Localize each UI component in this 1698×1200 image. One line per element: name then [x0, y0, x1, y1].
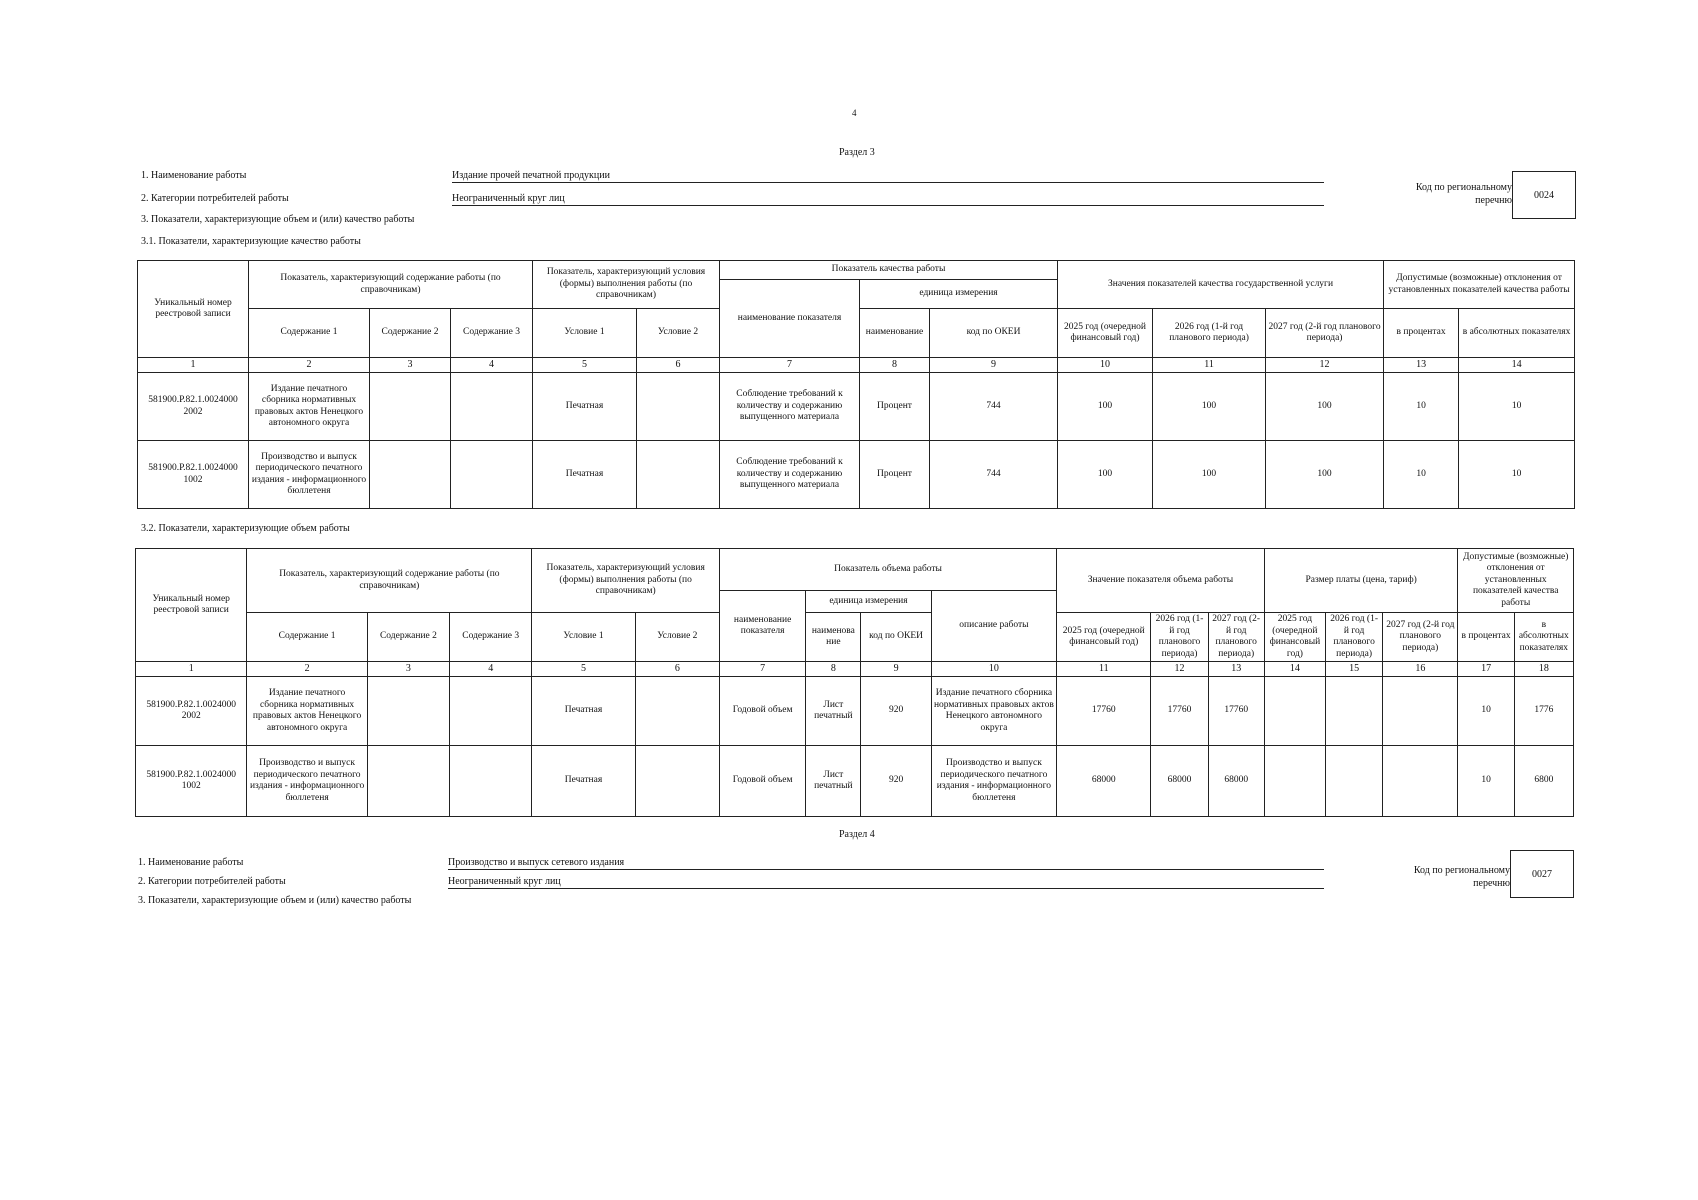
consumers-label: 2. Категории потребителей работы: [141, 193, 289, 204]
volume-indicators-label: 3.2. Показатели, характеризующие объем работы: [141, 523, 350, 534]
column-number: 2: [247, 662, 367, 677]
fee-2025: [1264, 677, 1325, 746]
registry-number: 581900.Р.82.1.0024000 2002: [138, 373, 249, 441]
column-number: 3: [370, 358, 451, 373]
volume-2026: 68000: [1151, 746, 1208, 817]
deviation-absolute: 1776: [1514, 677, 1573, 746]
column-number: 6: [637, 358, 720, 373]
indicators-label: 3. Показатели, характеризующие объем и (или) качество работы: [141, 214, 415, 225]
column-numbers-row: [138, 358, 1575, 373]
column-number: 6: [635, 662, 719, 677]
header-unit-name: наименова ние: [806, 613, 861, 662]
indicator-name-value: Соблюдение требований к количеству и содержанию выпущенного материала: [720, 441, 860, 509]
column-number: 10: [1058, 358, 1153, 373]
header-volume-2025: 2025 год (очередной финансовый год): [1057, 613, 1151, 662]
deviation-percent: 10: [1458, 677, 1514, 746]
column-number: 8: [806, 662, 861, 677]
header-volume-2026: 2026 год (1-й год планового периода): [1151, 613, 1208, 662]
condition-2-value: [635, 746, 719, 817]
header-content-2: Содержание 2: [370, 309, 451, 358]
header-unit-name: наименование: [860, 309, 930, 358]
work-description-value: Производство и выпуск периодического печатного издания - информационного бюллетеня: [931, 746, 1056, 817]
content-3-value: [451, 441, 533, 509]
header-fee-2025: 2025 год (очередной финансовый год): [1264, 613, 1325, 662]
deviation-absolute: 6800: [1514, 746, 1573, 817]
value-2025: 100: [1058, 441, 1153, 509]
section-4-title: Раздел 4: [839, 829, 875, 840]
header-unique-number: Уникальный номер реестровой записи: [136, 549, 247, 662]
column-number: 14: [1264, 662, 1325, 677]
consumers-underline: [448, 888, 1324, 889]
column-number: 14: [1459, 358, 1575, 373]
okei-code-value: 920: [861, 746, 931, 817]
condition-2-value: [635, 677, 719, 746]
okei-code-value: 744: [930, 441, 1058, 509]
column-number: 3: [367, 662, 449, 677]
header-content-2: Содержание 2: [367, 613, 449, 662]
header-condition-1: Условие 1: [533, 309, 637, 358]
deviation-percent: 10: [1384, 373, 1459, 441]
header-quality-indicator: Показатель качества работы: [720, 261, 1058, 280]
fee-2027: [1383, 746, 1458, 817]
header-work-description: описание работы: [931, 591, 1056, 662]
header-condition-2: Условие 2: [635, 613, 719, 662]
column-number: 11: [1057, 662, 1151, 677]
work-description-value: Издание печатного сборника нормативных правовых актов Ненецкого автономного округа: [931, 677, 1056, 746]
consumers-label: 2. Категории потребителей работы: [138, 876, 286, 887]
column-number: 1: [136, 662, 247, 677]
column-number: 13: [1384, 358, 1459, 373]
column-number: 1: [138, 358, 249, 373]
column-number: 9: [930, 358, 1058, 373]
header-fee: Размер платы (цена, тариф): [1264, 549, 1458, 613]
header-volume-values: Значение показателя объема работы: [1057, 549, 1265, 613]
regional-code-label: Код по региональному перечню: [1413, 865, 1510, 889]
consumers-value: Неограниченный круг лиц: [448, 876, 561, 887]
deviation-percent: 10: [1458, 746, 1514, 817]
work-name-value: Производство и выпуск сетевого издания: [448, 857, 625, 868]
work-name-value: Издание прочей печатной продукции: [452, 170, 610, 181]
header-percent: в процентах: [1384, 309, 1459, 358]
column-number: 18: [1514, 662, 1573, 677]
header-content-3: Содержание 3: [451, 309, 533, 358]
unit-name-value: Лист печатный: [806, 746, 861, 817]
value-2026: 100: [1153, 441, 1266, 509]
header-unit: единица измерения: [860, 280, 1058, 309]
header-unit: единица измерения: [806, 591, 931, 613]
work-name-label: 1. Наименование работы: [141, 170, 247, 181]
header-condition-1: Условие 1: [532, 613, 635, 662]
condition-2-value: [637, 441, 720, 509]
table-row: [138, 373, 1575, 441]
header-indicator-name: наименование показателя: [720, 280, 860, 358]
column-number: 7: [719, 662, 805, 677]
deviation-absolute: 10: [1459, 373, 1575, 441]
header-year-2027: 2027 год (2-й год планового периода): [1266, 309, 1384, 358]
column-number: 2: [249, 358, 370, 373]
deviation-absolute: 10: [1459, 441, 1575, 509]
unit-name-value: Лист печатный: [806, 677, 861, 746]
column-number: 10: [931, 662, 1056, 677]
header-absolute: в абсолютных показателях: [1514, 613, 1573, 662]
value-2026: 100: [1153, 373, 1266, 441]
header-content-3: Содержание 3: [450, 613, 532, 662]
deviation-percent: 10: [1384, 441, 1459, 509]
header-conditions-indicator: Показатель, характеризующий условия (формы) выполнения работы (по справочникам): [533, 261, 720, 309]
volume-2027: 17760: [1208, 677, 1264, 746]
content-2-value: [370, 441, 451, 509]
condition-1-value: Печатная: [533, 373, 637, 441]
fee-2026: [1326, 746, 1383, 817]
condition-2-value: [637, 373, 720, 441]
work-name-underline: [452, 182, 1324, 183]
header-content-1: Содержание 1: [247, 613, 367, 662]
registry-number: 581900.Р.82.1.0024000 1002: [138, 441, 249, 509]
header-okei-code: код по ОКЕИ: [861, 613, 931, 662]
column-number: 5: [532, 662, 635, 677]
okei-code-value: 744: [930, 373, 1058, 441]
header-indicator-name: наименование показателя: [719, 591, 805, 662]
column-number: 5: [533, 358, 637, 373]
consumers-value: Неограниченный круг лиц: [452, 193, 565, 204]
column-number: 15: [1326, 662, 1383, 677]
content-1-value: Производство и выпуск периодического печатного издания - информационного бюллетеня: [247, 746, 367, 817]
unit-name-value: Процент: [860, 441, 930, 509]
column-number: 13: [1208, 662, 1264, 677]
content-3-value: [451, 373, 533, 441]
value-2027: 100: [1266, 373, 1384, 441]
column-number: 11: [1153, 358, 1266, 373]
indicator-name-value: Годовой объем: [719, 677, 805, 746]
column-number: 12: [1266, 358, 1384, 373]
content-3-value: [450, 677, 532, 746]
fee-2025: [1264, 746, 1325, 817]
regional-code-box: 0024: [1512, 171, 1576, 219]
header-year-2026: 2026 год (1-й год планового периода): [1153, 309, 1266, 358]
volume-2026: 17760: [1151, 677, 1208, 746]
column-number: 17: [1458, 662, 1514, 677]
header-absolute: в абсолютных показателях: [1459, 309, 1575, 358]
column-number: 12: [1151, 662, 1208, 677]
work-name-label: 1. Наименование работы: [138, 857, 244, 868]
header-content-1: Содержание 1: [249, 309, 370, 358]
column-numbers-row: [136, 662, 1574, 677]
quality-table: [137, 260, 1575, 509]
table-row: [136, 746, 1574, 817]
volume-table: [135, 548, 1574, 817]
consumers-underline: [452, 205, 1324, 206]
header-content-indicator: Показатель, характеризующий содержание работы (по справочникам): [247, 549, 532, 613]
quality-indicators-label: 3.1. Показатели, характеризующие качество работы: [141, 236, 361, 247]
header-deviations: Допустимые (возможные) отклонения от установленных показателей качества работы: [1458, 549, 1574, 613]
registry-number: 581900.Р.82.1.0024000 2002: [136, 677, 247, 746]
page-number: 4: [852, 108, 857, 118]
content-2-value: [367, 746, 449, 817]
content-2-value: [370, 373, 451, 441]
value-2027: 100: [1266, 441, 1384, 509]
header-unique-number: Уникальный номер реестровой записи: [138, 261, 249, 358]
column-number: 8: [860, 358, 930, 373]
content-1-value: Издание печатного сборника нормативных правовых актов Ненецкого автономного округа: [247, 677, 367, 746]
condition-1-value: Печатная: [532, 677, 635, 746]
header-okei-code: код по ОКЕИ: [930, 309, 1058, 358]
volume-2025: 68000: [1057, 746, 1151, 817]
content-1-value: Производство и выпуск периодического печатного издания - информационного бюллетеня: [249, 441, 370, 509]
column-number: 4: [450, 662, 532, 677]
content-3-value: [450, 746, 532, 817]
column-number: 9: [861, 662, 931, 677]
header-volume-indicator: Показатель объема работы: [719, 549, 1056, 591]
okei-code-value: 920: [861, 677, 931, 746]
indicator-name-value: Годовой объем: [719, 746, 805, 817]
value-2025: 100: [1058, 373, 1153, 441]
indicators-label: 3. Показатели, характеризующие объем и (или) качество работы: [138, 895, 412, 906]
indicator-name-value: Соблюдение требований к количеству и содержанию выпущенного материала: [720, 373, 860, 441]
header-volume-2027: 2027 год (2-й год планового периода): [1208, 613, 1264, 662]
column-number: 7: [720, 358, 860, 373]
regional-code-box: 0027: [1510, 850, 1574, 898]
condition-1-value: Печатная: [532, 746, 635, 817]
header-quality-values: Значения показателей качества государственной услуги: [1058, 261, 1384, 309]
content-2-value: [367, 677, 449, 746]
table-row: [136, 677, 1574, 746]
fee-2027: [1383, 677, 1458, 746]
regional-code-label: Код по региональному перечню: [1415, 182, 1512, 206]
header-conditions-indicator: Показатель, характеризующий условия (формы) выполнения работы (по справочникам): [532, 549, 720, 613]
header-deviations: Допустимые (возможные) отклонения от установленных показателей качества работы: [1384, 261, 1575, 309]
registry-number: 581900.Р.82.1.0024000 1002: [136, 746, 247, 817]
fee-2026: [1326, 677, 1383, 746]
header-content-indicator: Показатель, характеризующий содержание работы (по справочникам): [249, 261, 533, 309]
column-number: 16: [1383, 662, 1458, 677]
header-percent: в процентах: [1458, 613, 1514, 662]
column-number: 4: [451, 358, 533, 373]
table-row: [138, 441, 1575, 509]
header-fee-2027: 2027 год (2-й год планового периода): [1383, 613, 1458, 662]
header-fee-2026: 2026 год (1-й год планового периода): [1326, 613, 1383, 662]
condition-1-value: Печатная: [533, 441, 637, 509]
header-condition-2: Условие 2: [637, 309, 720, 358]
unit-name-value: Процент: [860, 373, 930, 441]
header-year-2025: 2025 год (очередной финансовый год): [1058, 309, 1153, 358]
content-1-value: Издание печатного сборника нормативных правовых актов Ненецкого автономного округа: [249, 373, 370, 441]
volume-2025: 17760: [1057, 677, 1151, 746]
work-name-underline: [448, 869, 1324, 870]
section-3-title: Раздел 3: [839, 147, 875, 158]
volume-2027: 68000: [1208, 746, 1264, 817]
